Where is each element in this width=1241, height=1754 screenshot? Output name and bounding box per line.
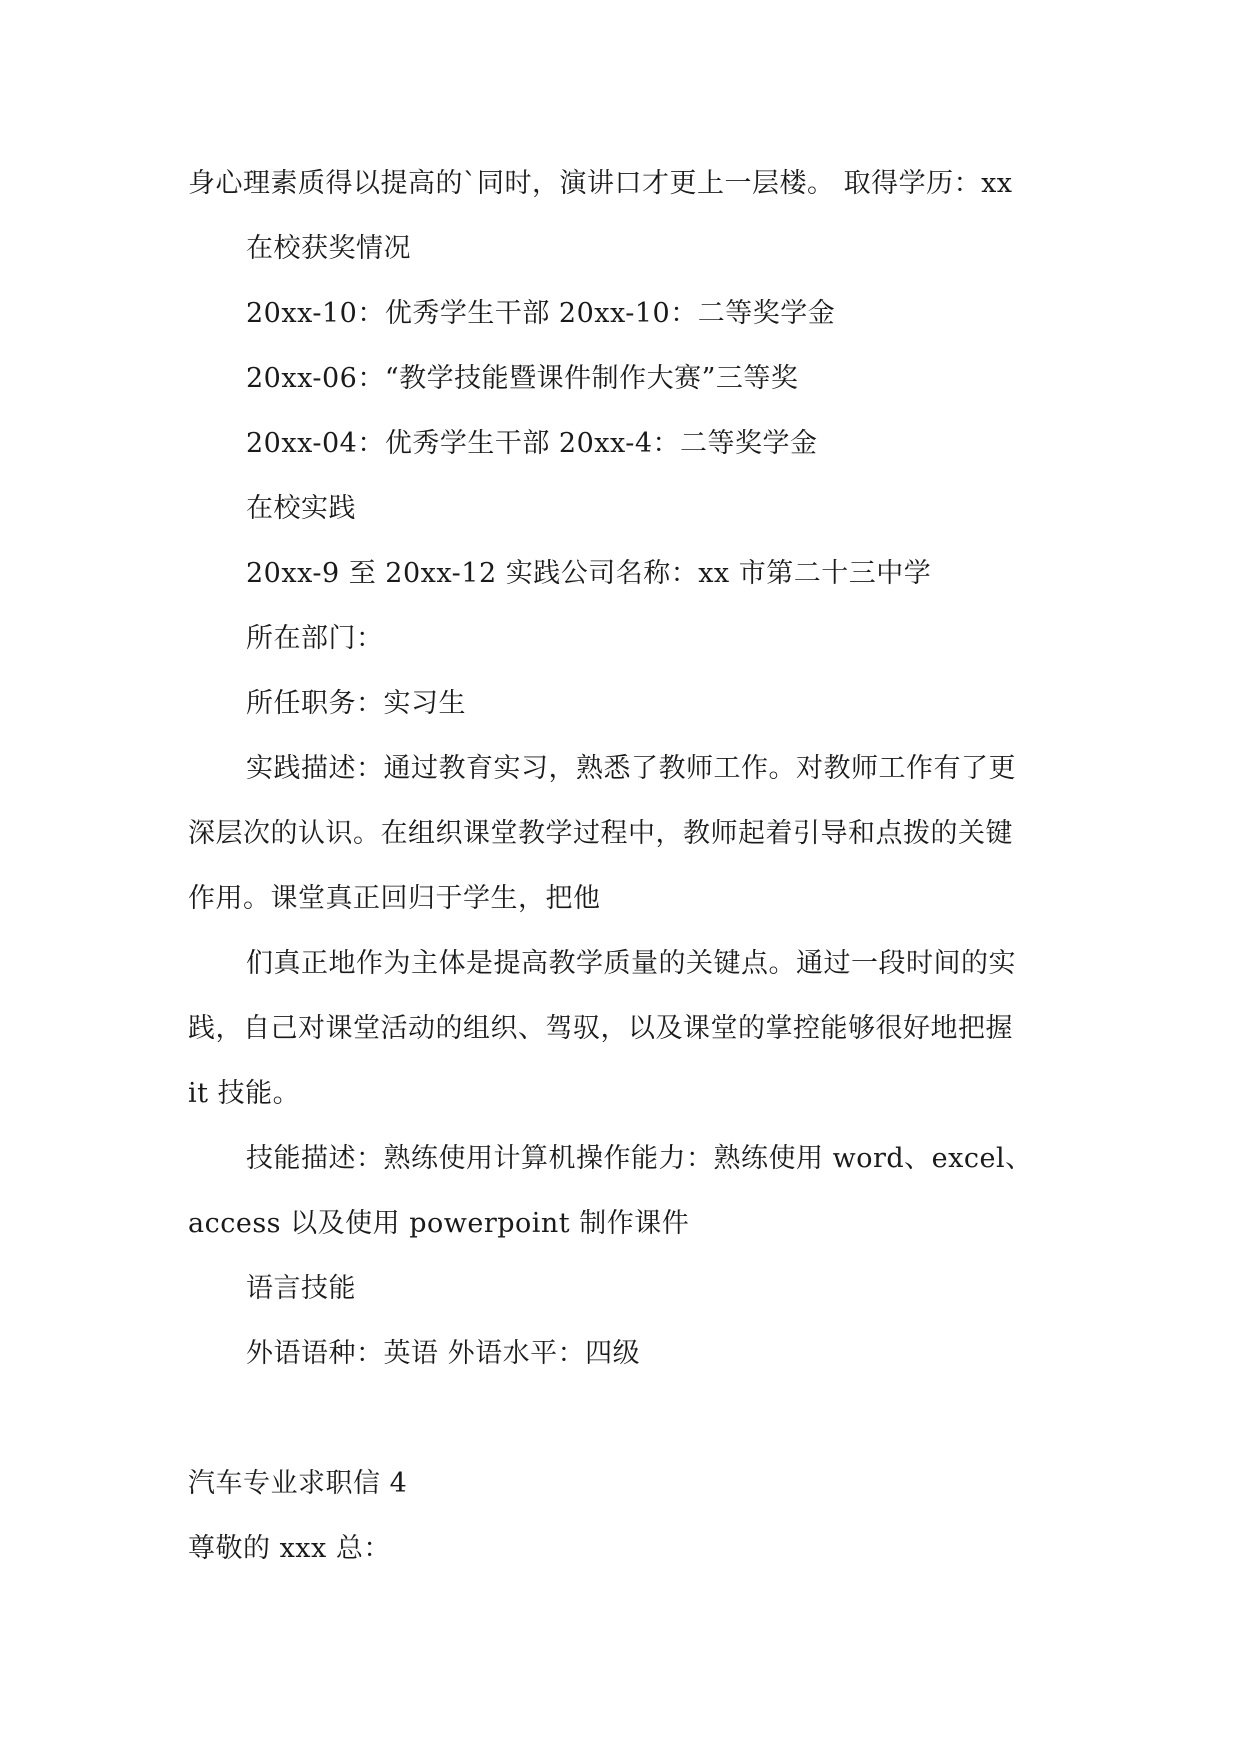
language-line: 外语语种：英语 外语水平：四级 [246,1338,641,1369]
section-title-letter-4: 汽车专业求职信 4 [188,1468,408,1499]
department-line: 所在部门： [246,623,384,654]
practice-period-line: 20xx-9 至 20xx-12 实践公司名称：xx 市第二十三中学 [246,558,932,589]
practice-description-line-2: 深层次的认识。在组织课堂教学过程中，教师起着引导和点拨的关键 [188,818,1013,849]
letter-salutation: 尊敬的 xxx 总： [188,1533,391,1564]
heading-school-awards: 在校获奖情况 [246,233,411,264]
skill-description-line-1: 技能描述：熟练使用计算机操作能力：熟练使用 word、excel、 [246,1143,1033,1174]
practice-description-line-3: 作用。课堂真正回归于学生，把他 [188,883,601,914]
practice-description-line-4: 们真正地作为主体是提高教学质量的关键点。通过一段时间的实 [246,948,1016,979]
award-line-2: 20xx-06：“教学技能暨课件制作大赛”三等奖 [246,363,799,394]
award-line-3: 20xx-04：优秀学生干部 20xx-4：二等奖学金 [246,428,818,459]
text-line-education: 身心理素质得以提高的`同时，演讲口才更上一层楼。 取得学历：xx [188,168,1013,199]
award-line-1: 20xx-10：优秀学生干部 20xx-10：二等奖学金 [246,298,836,329]
skill-description-line-2: access 以及使用 powerpoint 制作课件 [188,1208,690,1239]
heading-language-skills: 语言技能 [246,1273,356,1304]
heading-school-practice: 在校实践 [246,493,356,524]
practice-description-line-1: 实践描述：通过教育实习，熟悉了教师工作。对教师工作有了更 [246,753,1016,784]
practice-description-line-5: 践，自己对课堂活动的组织、驾驭，以及课堂的掌控能够很好地把握 [188,1013,1013,1044]
position-line: 所任职务：实习生 [246,688,466,719]
heading-it-skills: it 技能。 [188,1078,301,1109]
